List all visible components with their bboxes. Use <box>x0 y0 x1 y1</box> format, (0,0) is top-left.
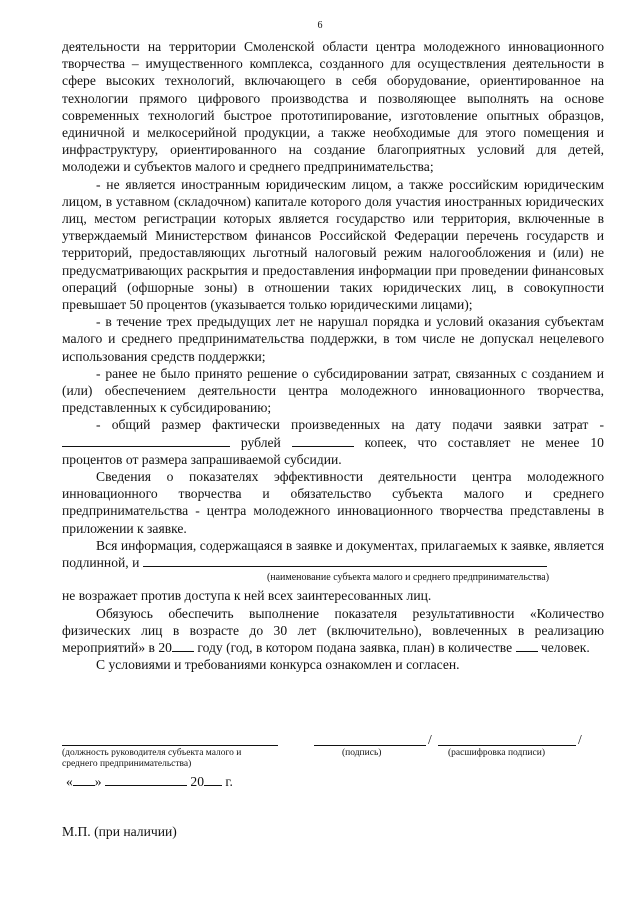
date-day-field[interactable] <box>73 785 95 786</box>
organization-name-caption: (наименование субъекта малого и среднего предпринимательства) <box>266 572 550 584</box>
document-body <box>62 38 604 673</box>
organization-name-field[interactable] <box>143 566 547 567</box>
signature-caption: (подпись) <box>342 748 382 758</box>
commitment-count-field[interactable] <box>516 651 538 652</box>
signature-field[interactable] <box>314 745 426 746</box>
commitment-text-end: человек. <box>540 639 590 655</box>
costs-rubles-field[interactable] <box>62 446 230 447</box>
costs-text-end: 10 процентов от размера запрашиваемой субсидии. <box>62 434 604 467</box>
paragraph-commitment <box>62 605 604 657</box>
paragraph-no-violations: - в течение трех предыдущих лет не нарушал порядка и условий оказания субъектам малого и среднего предпринимательства поддержки, в том числе не допускал нецелевого использования средств поддержки; <box>62 314 604 364</box>
date-year-suffix: г. <box>225 774 233 789</box>
paragraph-authenticity <box>62 537 604 571</box>
page-number: 6 <box>317 20 323 31</box>
signature-slash-right: / <box>578 732 582 747</box>
costs-kopecks-field[interactable] <box>292 446 354 447</box>
paragraph-agreement: С условиями и требованиями конкурса ознакомлен и согласен. <box>96 657 460 673</box>
signature-slash-left: / <box>428 732 432 747</box>
date-open-quote: « <box>66 774 73 789</box>
paragraph-not-foreign: - не является иностранным юридическим лицом, а также российским юридическим лицом, в уставном (складочном) капитале которого доля участия иностранных юридических лиц, местом регистрации которых является государство или территория, включенные в утверждаемый Министерством финансов Российской Федерации перечень государств и территорий, предоставляющих льготный налоговый режим налогообложения и (или) не предусматривающих раскрытия и предоставления информации при проведении финансовых операций (офшорные зоны) в отношении таких юридических лиц, в совокупности превышает 50 процентов (указывается только юридическими лицами); <box>62 176 604 313</box>
date-year-field[interactable] <box>204 785 222 786</box>
signature-decode-caption: (расшифровка подписи) <box>448 748 545 758</box>
position-caption: (должность руководителя субъекта малого и среднего предпринимательства) <box>62 748 242 769</box>
signature-block <box>62 732 604 776</box>
date-line <box>66 774 233 790</box>
costs-kopecks-label: копеек, что составляет не менее <box>364 434 580 450</box>
paragraph-activity: деятельности на территории Смоленской области центра молодежного инновационного творчества – имущественного комплекса, созданного для осуществления деятельности в сфере высоких технологий, включающего в себя оборудование, ориентированное на технологии прямого цифрового производства и позволяющее выполнять на основе современных технологий быстрое прототипирование, изготовление опытных образцов, единичной и мелкосерийной продукции, а также необходимые для этого помещения и инфраструктуру, ориентированного на создание благоприятных условий для детей, молодежи и субъектов малого и среднего предпринимательства; <box>62 39 604 175</box>
stamp-note: М.П. (при наличии) <box>62 824 177 839</box>
paragraph-indicators: Сведения о показателях эффективности деятельности центра молодежного инновационного творчества и обязательство субъекта малого и среднего предпринимательства - центра молодежного инновационного творчества представлены в приложении к заявке. <box>62 469 604 536</box>
signature-decode-field[interactable] <box>438 745 576 746</box>
date-year-prefix: 20 <box>190 774 204 789</box>
paragraph-no-prior-subsidy: - ранее не было принято решение о субсидировании затрат, связанных с созданием и (или) обеспечением деятельности центра молодежного инновационного творчества, представленных к субсидированию; <box>62 365 604 416</box>
commitment-year-field[interactable] <box>172 651 194 652</box>
paragraph-costs <box>62 416 604 468</box>
costs-rubles-label: рублей <box>240 434 281 450</box>
costs-text-start: - общий размер фактически произведенных на дату подачи заявки затрат - <box>96 417 604 433</box>
commitment-text-start: Обязуюсь обеспечить выполнение показателя результативности «Количество физических лиц в возрасте до 30 лет (включительно), вовлеченных в реализацию мероприятий» в 20 <box>62 605 604 655</box>
date-close-quote: » <box>94 774 102 789</box>
position-field[interactable] <box>62 745 278 746</box>
commitment-text-mid: году (год, в котором подана заявка, план) в количестве <box>197 639 513 655</box>
authenticity-text-end: не возражает против доступа к ней всех заинтересованных лиц. <box>62 588 432 604</box>
date-month-field[interactable] <box>105 785 187 786</box>
authenticity-text-start: Вся информация, содержащаяся в заявке и документах, прилагаемых к заявке, является подлинной, и <box>62 537 604 571</box>
